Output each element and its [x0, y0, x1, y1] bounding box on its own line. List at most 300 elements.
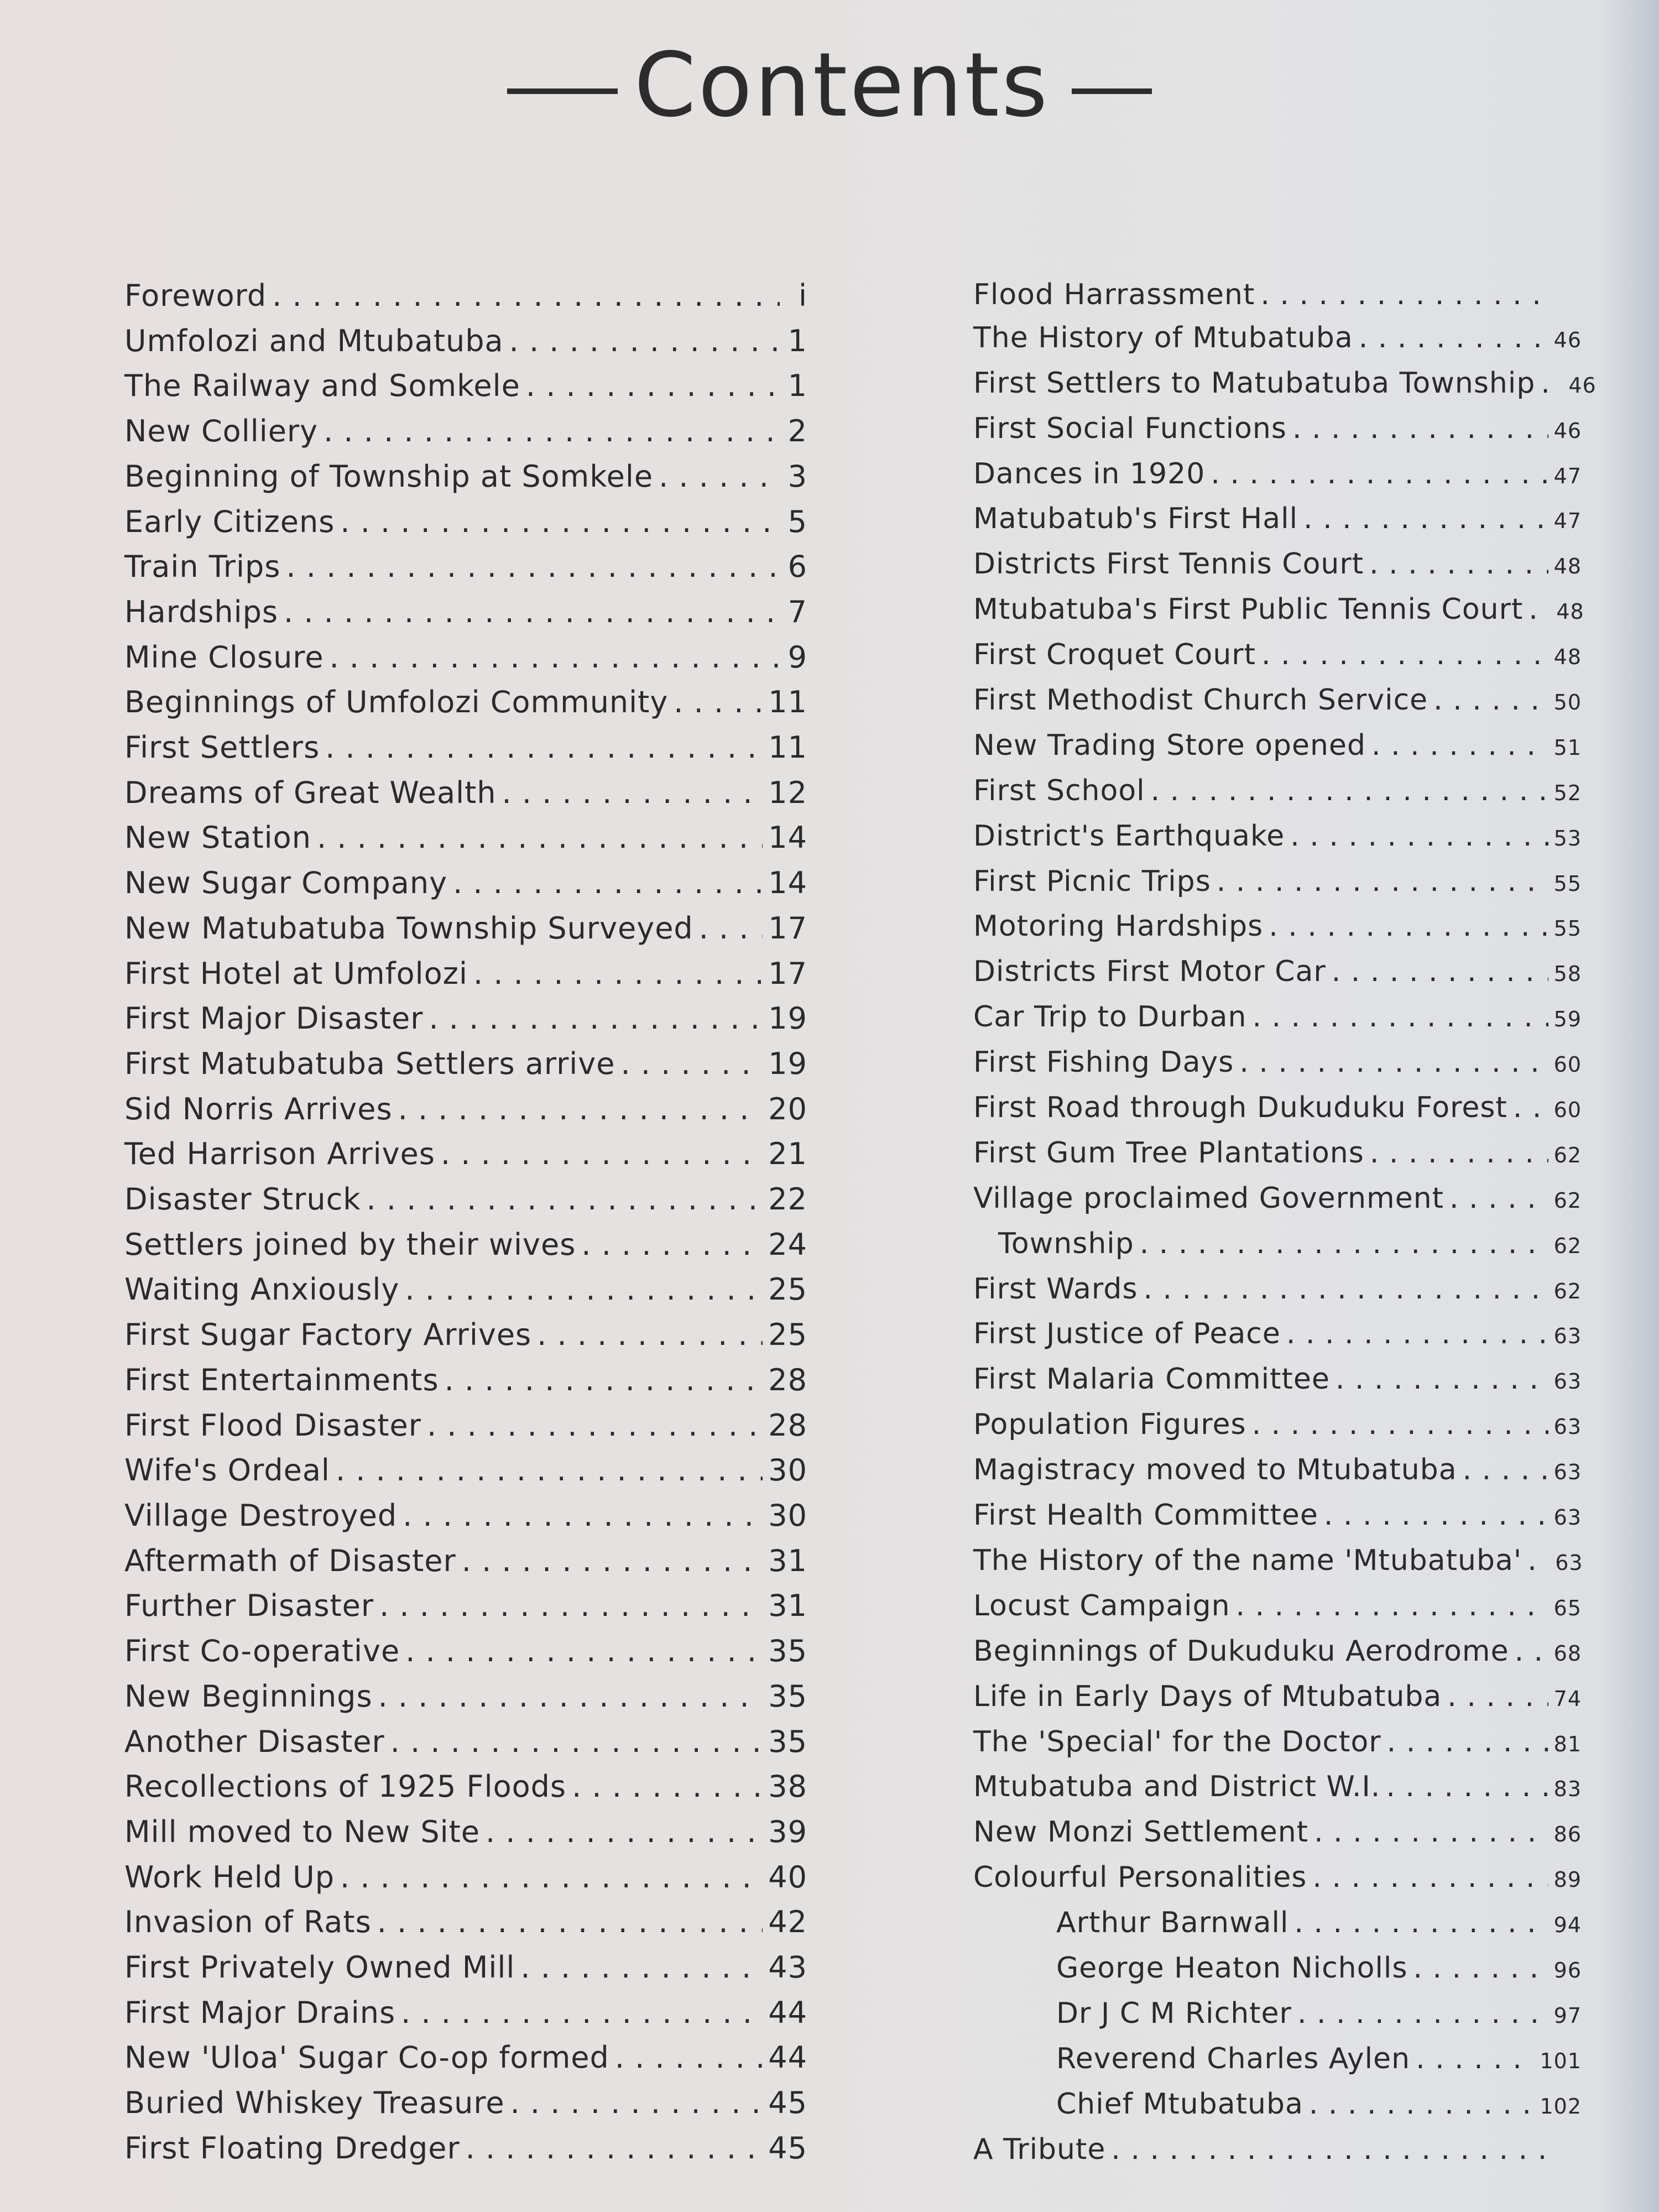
dot-leader: [674, 683, 763, 722]
toc-entry: [973, 1950, 1582, 1989]
toc-entry-title: First Fishing Days: [973, 1046, 1234, 1079]
toc-entry-title: Districts First Tennis Court: [973, 547, 1364, 581]
toc-entry: [973, 1814, 1582, 1853]
dot-leader: [520, 1948, 763, 1987]
dot-leader: [1111, 2131, 1554, 2168]
toc-entry-page: 53: [1553, 826, 1582, 851]
dot-leader: [1387, 1724, 1548, 1760]
dot-leader: [462, 1542, 763, 1580]
toc-entry: [973, 320, 1582, 358]
toc-entry: [124, 412, 807, 451]
dot-leader: [1527, 1542, 1550, 1579]
toc-entry-title: Further Disaster: [124, 1588, 374, 1624]
dot-leader: [1294, 1905, 1548, 1941]
toc-entry: [973, 818, 1582, 857]
toc-entry: [124, 1723, 807, 1761]
toc-entry-page: 12: [768, 775, 807, 810]
dot-leader: [1260, 276, 1554, 313]
page-edge-shadow: [1598, 0, 1659, 2212]
toc-entry: [973, 999, 1582, 1037]
toc-entry-page: 63: [1553, 1505, 1582, 1530]
toc-entry-page: 97: [1553, 2003, 1582, 2028]
toc-entry-title: First Flood Disaster: [124, 1407, 421, 1443]
toc-entry-page: 25: [768, 1317, 807, 1353]
toc-entry: [973, 1271, 1582, 1310]
toc-entry-title: First Methodist Church Service: [973, 684, 1428, 717]
toc-entry-page: 46: [1553, 327, 1582, 352]
toc-entry: [973, 1678, 1582, 1717]
toc-entry: [124, 1451, 807, 1490]
dot-leader: [1371, 727, 1548, 764]
toc-entry: [973, 1316, 1582, 1354]
contents-column-left: [124, 276, 807, 2168]
toc-entry: [973, 1044, 1582, 1083]
toc-entry-title: Dances in 1920: [973, 457, 1206, 491]
toc-entry-page: 62: [1553, 1279, 1582, 1303]
toc-entry: [124, 2084, 807, 2122]
dot-leader: [1541, 365, 1563, 401]
dot-leader: [510, 2084, 763, 2122]
title-text: Contents: [634, 33, 1050, 137]
toc-entry: [973, 456, 1582, 494]
toc-entry-title: Beginnings of Umfolozi Community: [124, 685, 669, 720]
dot-leader: [1386, 1768, 1548, 1805]
dot-leader: [441, 1135, 763, 1173]
toc-entry: [973, 1995, 1582, 2034]
toc-entry-page: 17: [768, 910, 807, 946]
toc-entry: [124, 1180, 807, 1219]
dot-leader: [1416, 2041, 1534, 2077]
toc-entry: [124, 367, 807, 405]
toc-entry: [973, 1724, 1582, 1762]
toc-entry-page: 24: [768, 1227, 807, 1262]
dot-leader: [1290, 818, 1548, 854]
toc-entry-title: First Co-operative: [124, 1634, 400, 1669]
toc-entry: [973, 2131, 1582, 2168]
toc-entry-title: First Privately Owned Mill: [124, 1950, 515, 1985]
toc-entry: [124, 1225, 807, 1264]
toc-entry-page: 63: [1553, 1460, 1582, 1485]
toc-entry-title: Life in Early Days of Mtubatuba: [973, 1679, 1442, 1713]
toc-entry: [973, 1588, 1582, 1626]
toc-entry-page: 17: [768, 956, 807, 991]
toc-entry-title: First Matubatuba Settlers arrive: [124, 1046, 615, 1081]
dot-leader: [1513, 1089, 1548, 1126]
toc-entry-title: First Social Functions: [973, 411, 1287, 445]
dot-leader: [620, 1045, 763, 1083]
dot-leader: [502, 774, 763, 812]
dot-leader: [378, 1677, 763, 1716]
toc-entry-page: 94: [1553, 1913, 1582, 1938]
toc-entry-title: First Croquet Court: [973, 638, 1256, 672]
toc-entry-title: Buried Whiskey Treasure: [124, 2085, 505, 2121]
toc-entry: [973, 1452, 1582, 1490]
toc-entry-page: 55: [1553, 916, 1582, 941]
toc-entry-page: 101: [1540, 2048, 1582, 2073]
toc-entry-page: 35: [768, 1724, 807, 1759]
dot-leader: [1211, 456, 1548, 492]
toc-entry-title: The History of Mtubatuba: [973, 321, 1353, 354]
toc-entry-page: 31: [768, 1543, 807, 1578]
toc-entry: [973, 863, 1582, 902]
dot-leader: [1239, 1044, 1548, 1081]
toc-entry-page: 96: [1553, 1958, 1582, 1983]
toc-entry-page: 47: [1553, 509, 1582, 534]
toc-entry-title: Village Destroyed: [124, 1498, 398, 1533]
toc-entry: [973, 1497, 1582, 1536]
toc-entry-title: First Sugar Factory Arrives: [124, 1317, 532, 1353]
toc-entry: [124, 1587, 807, 1625]
toc-entry-page: 22: [768, 1182, 807, 1217]
toc-entry-page: 14: [768, 820, 807, 855]
toc-entry-title: First Entertainments: [124, 1362, 439, 1397]
toc-entry: [973, 1089, 1582, 1128]
toc-entry-page: 60: [1553, 1098, 1582, 1123]
dot-leader: [1252, 1406, 1548, 1443]
dot-leader: [1515, 1633, 1548, 1670]
toc-entry-page: 11: [768, 730, 807, 765]
toc-entry-page: 58: [1553, 962, 1582, 987]
toc-entry-title: Reverend Charles Aylen: [1056, 2042, 1411, 2075]
dot-leader: [1236, 1588, 1548, 1624]
dot-leader: [401, 1994, 763, 2032]
toc-entry-page: 38: [768, 1769, 807, 1804]
toc-entry-page: 35: [768, 1634, 807, 1669]
toc-entry: [124, 864, 807, 902]
toc-entry-page: 68: [1553, 1641, 1582, 1666]
dot-leader: [377, 1903, 763, 1942]
toc-entry: [124, 1994, 807, 2032]
toc-entry-title: Motoring Hardships: [973, 910, 1264, 943]
toc-entry-page: 44: [768, 1995, 807, 2030]
toc-entry-title: First Hotel at Umfolozi: [124, 956, 468, 991]
toc-entry-title: First Gum Tree Plantations: [973, 1136, 1364, 1170]
toc-entry: [973, 410, 1582, 449]
dot-leader: [1463, 1452, 1548, 1488]
toc-entry-page: 62: [1553, 1188, 1582, 1213]
toc-entry-page: 28: [768, 1362, 807, 1397]
dot-leader: [572, 1767, 763, 1806]
toc-entry-page: 46: [1568, 373, 1597, 398]
toc-entry-title: First Health Committee: [973, 1499, 1318, 1532]
toc-entry-page: 52: [1553, 780, 1582, 805]
toc-entry: [973, 2041, 1582, 2079]
toc-entry-title: Train Trips: [124, 549, 281, 585]
dot-leader: [1309, 2086, 1535, 2122]
toc-entry: [973, 1633, 1582, 1672]
toc-entry: [973, 682, 1582, 721]
dot-leader: [1269, 908, 1548, 945]
dot-leader: [1413, 1950, 1548, 1986]
toc-entry-page: 60: [1553, 1052, 1582, 1077]
toc-entry-title: Hardships: [124, 594, 278, 629]
dot-leader: [1433, 682, 1548, 718]
toc-entry: [973, 727, 1582, 766]
toc-entry: [124, 1316, 807, 1354]
toc-entry: [124, 2038, 807, 2077]
dot-leader: [340, 503, 780, 541]
toc-entry-title: District's Earthquake: [973, 819, 1285, 853]
toc-entry-page: 46: [1553, 418, 1582, 443]
dot-leader: [367, 1180, 763, 1219]
toc-entry: [124, 1045, 807, 1083]
toc-entry-title: Magistracy moved to Mtubatuba: [973, 1453, 1457, 1487]
toc-entry: [124, 322, 807, 361]
toc-entry-title: George Heaton Nicholls: [1056, 1951, 1408, 1985]
toc-entry: [973, 908, 1582, 947]
dot-leader: [466, 2129, 763, 2168]
toc-entry-page: 9: [787, 639, 807, 675]
toc-entry-page: 1: [787, 368, 807, 404]
toc-entry: [124, 276, 807, 315]
dot-leader: [398, 1090, 763, 1129]
dot-leader: [1369, 546, 1548, 582]
toc-entry-page: 89: [1553, 1867, 1582, 1892]
toc-entry-page: 21: [768, 1136, 807, 1172]
dot-leader: [1335, 1361, 1548, 1397]
page-title: [0, 33, 1659, 137]
toc-entry: [973, 546, 1582, 585]
dot-leader: [1528, 591, 1551, 628]
toc-entry-page: 48: [1553, 554, 1582, 579]
toc-entry-title: Recollections of 1925 Floods: [124, 1769, 567, 1804]
toc-entry-title: Mtubatuba and District W.I.: [973, 1770, 1381, 1804]
dot-leader: [1332, 953, 1548, 990]
toc-entry-title: Village proclaimed Government: [973, 1181, 1444, 1215]
dot-leader: [659, 457, 780, 496]
toc-entry: [973, 637, 1582, 675]
dot-leader: [1447, 1678, 1548, 1715]
toc-entry-title: Chief Mtubatuba: [1056, 2087, 1303, 2121]
dot-leader: [1143, 1271, 1548, 1307]
toc-entry-page: 5: [787, 504, 807, 539]
toc-entry-title: Locust Campaign: [973, 1589, 1230, 1623]
dot-leader: [330, 638, 780, 677]
dot-leader: [526, 367, 780, 405]
toc-entry-title: Dr J C M Richter: [1056, 1996, 1292, 2030]
toc-entry: [973, 1361, 1582, 1400]
dot-leader: [1140, 1225, 1548, 1262]
dot-leader: [537, 1316, 763, 1354]
toc-entry-title: First Settlers to Matubatuba Township: [973, 366, 1536, 400]
toc-entry-title: First Wards: [973, 1272, 1138, 1306]
toc-entry-page: 7: [787, 594, 807, 629]
toc-entry-page: 45: [768, 2130, 807, 2166]
toc-entry-title: Mine Closure: [124, 639, 324, 675]
toc-entry-page: 48: [1553, 645, 1582, 670]
toc-entry: [124, 1406, 807, 1445]
dot-leader: [405, 1270, 763, 1309]
toc-entry-page: 48: [1556, 599, 1584, 624]
dot-leader: [284, 593, 780, 632]
toc-entry-title: Ted Harrison Arrives: [124, 1136, 435, 1172]
toc-entry: [124, 2129, 807, 2168]
toc-entry-page: 86: [1553, 1822, 1582, 1847]
toc-entry-page: 63: [1553, 1324, 1582, 1349]
toc-entry: [124, 954, 807, 993]
toc-entry-page: 55: [1553, 871, 1582, 896]
toc-entry: [124, 1903, 807, 1942]
toc-entry: [124, 774, 807, 812]
toc-entry-page: 47: [1553, 463, 1582, 488]
toc-entry-page: 83: [1553, 1777, 1582, 1802]
toc-entry-title: First School: [973, 774, 1145, 807]
toc-entry: [124, 638, 807, 677]
toc-entry-title: New Monzi Settlement: [973, 1815, 1309, 1849]
toc-entry: [124, 1632, 807, 1671]
toc-entry-title: Beginnings of Dukuduku Aerodrome: [973, 1634, 1509, 1668]
toc-entry: [124, 1542, 807, 1580]
dot-leader: [1253, 999, 1548, 1035]
title-dash-right: [1072, 88, 1152, 94]
toc-entry: [124, 1361, 807, 1400]
toc-entry: [973, 773, 1582, 811]
contents-column-right: [973, 276, 1597, 2168]
toc-entry-title: Umfolozi and Mtubatuba: [124, 323, 504, 358]
toc-entry-page: 25: [768, 1272, 807, 1307]
toc-entry-page: 39: [768, 1814, 807, 1849]
toc-entry: [124, 1270, 807, 1309]
dot-leader: [615, 2038, 763, 2077]
toc-entry-page: 42: [768, 1905, 807, 1940]
dot-leader: [1449, 1180, 1548, 1217]
toc-entry: [973, 1225, 1582, 1264]
dot-leader: [317, 818, 763, 857]
toc-entry: [124, 1858, 807, 1897]
toc-entry-title: Matubatub's First Hall: [973, 502, 1298, 536]
dot-leader: [325, 728, 763, 767]
toc-entry-page: 59: [1553, 1007, 1582, 1032]
dot-leader: [1286, 1316, 1548, 1352]
toc-entry-page: 11: [768, 685, 807, 720]
toc-entry-title: A Tribute: [973, 2132, 1106, 2166]
toc-entry: [973, 1180, 1582, 1219]
toc-entry-title: First Malaria Committee: [973, 1363, 1330, 1396]
toc-entry: [973, 276, 1582, 313]
toc-entry: [973, 1905, 1582, 1943]
toc-entry: [124, 1767, 807, 1806]
toc-entry: [124, 1813, 807, 1851]
toc-entry-title: First Justice of Peace: [973, 1317, 1281, 1351]
toc-entry-page: 50: [1553, 690, 1582, 715]
toc-entry-title: Another Disaster: [124, 1724, 385, 1759]
toc-entry-title: Aftermath of Disaster: [124, 1543, 456, 1578]
dot-leader: [1359, 320, 1548, 356]
toc-entry-title: New Colliery: [124, 414, 319, 449]
dot-leader: [427, 1406, 763, 1445]
dot-leader: [429, 999, 763, 1038]
dot-leader: [1292, 410, 1548, 447]
toc-entry: [973, 1135, 1582, 1173]
toc-entry-title: Colourful Personalities: [973, 1861, 1307, 1895]
toc-entry-page: 63: [1555, 1550, 1583, 1575]
toc-entry-page: 19: [768, 1046, 807, 1081]
dot-leader: [453, 864, 763, 902]
dot-leader: [272, 276, 780, 315]
toc-entry-title: New Trading Store opened: [973, 728, 1366, 762]
dot-leader: [286, 547, 780, 586]
toc-entry-title: New 'Uloa' Sugar Co-op formed: [124, 2040, 609, 2075]
toc-entry: [124, 547, 807, 586]
toc-entry-title: New Station: [124, 820, 311, 855]
toc-entry: [124, 503, 807, 541]
toc-entry-title: The 'Special' for the Doctor: [973, 1725, 1381, 1759]
toc-entry-page: 1: [787, 323, 807, 358]
dot-leader: [1303, 500, 1548, 537]
toc-entry-title: First Major Disaster: [124, 1001, 424, 1036]
toc-entry-title: First Settlers: [124, 730, 320, 765]
toc-entry-title: New Matubatuba Township Surveyed: [124, 910, 693, 946]
toc-entry-title: Sid Norris Arrives: [124, 1091, 393, 1126]
toc-entry: [124, 1948, 807, 1987]
toc-entry-title: Mtubatuba's First Public Tennis Court: [973, 593, 1524, 627]
toc-entry-page: 45: [768, 2085, 807, 2121]
toc-entry: [973, 2086, 1582, 2125]
toc-entry-title: Settlers joined by their wives: [124, 1227, 576, 1262]
toc-entry-title: The History of the name 'Mtubatuba': [973, 1543, 1522, 1577]
dot-leader: [403, 1496, 763, 1535]
dot-leader: [1151, 773, 1548, 809]
toc-entry-title: Flood Harrassment: [973, 278, 1255, 311]
toc-entry: [124, 728, 807, 767]
toc-entry-page: 30: [768, 1498, 807, 1533]
dot-leader: [509, 322, 780, 361]
toc-entry-page: 3: [787, 458, 807, 494]
toc-entry-title: New Beginnings: [124, 1678, 373, 1714]
dot-leader: [1261, 637, 1548, 673]
toc-entry-title: Mill moved to New Site: [124, 1814, 481, 1849]
dot-leader: [473, 954, 763, 993]
toc-entry-title: Wife's Ordeal: [124, 1453, 330, 1488]
toc-entry-page: 43: [768, 1950, 807, 1985]
toc-entry-page: 81: [1553, 1731, 1582, 1756]
toc-entry-title: First Picnic Trips: [973, 864, 1211, 898]
toc-entry: [124, 818, 807, 857]
toc-entry: [973, 1542, 1582, 1581]
toc-entry-page: 2: [787, 414, 807, 449]
toc-entry-page: 44: [768, 2040, 807, 2075]
toc-entry-title: Work Held Up: [124, 1859, 335, 1895]
dot-leader: [1370, 1135, 1548, 1171]
toc-entry-title: The Railway and Somkele: [124, 368, 520, 404]
toc-entry-title: Arthur Barnwall: [1056, 1906, 1289, 1940]
toc-entry-title: First Floating Dredger: [124, 2130, 460, 2166]
dot-leader: [699, 909, 763, 948]
toc-entry-page: 35: [768, 1678, 807, 1714]
toc-entry-title: Early Citizens: [124, 504, 335, 539]
dot-leader: [1297, 1995, 1548, 2032]
toc-entry-page: 62: [1553, 1142, 1582, 1167]
toc-entry: [973, 365, 1597, 404]
toc-entry-title: First Major Drains: [124, 1995, 396, 2030]
toc-entry-title: Foreword: [124, 278, 267, 313]
toc-entry: [973, 953, 1582, 992]
toc-entry: [124, 1090, 807, 1129]
toc-entry-page: 19: [768, 1001, 807, 1036]
dot-leader: [405, 1632, 763, 1671]
toc-entry-title: Districts First Motor Car: [973, 955, 1326, 989]
dot-leader: [445, 1361, 763, 1400]
toc-entry-page: 28: [768, 1407, 807, 1443]
toc-entry-title: Invasion of Rats: [124, 1905, 372, 1940]
toc-entry-title: Waiting Anxiously: [124, 1272, 400, 1307]
dot-leader: [1312, 1859, 1548, 1896]
toc-entry: [973, 591, 1582, 630]
toc-entry: [124, 1677, 807, 1716]
toc-entry-page: 65: [1553, 1595, 1582, 1620]
toc-entry: [124, 999, 807, 1038]
dot-leader: [324, 412, 780, 451]
